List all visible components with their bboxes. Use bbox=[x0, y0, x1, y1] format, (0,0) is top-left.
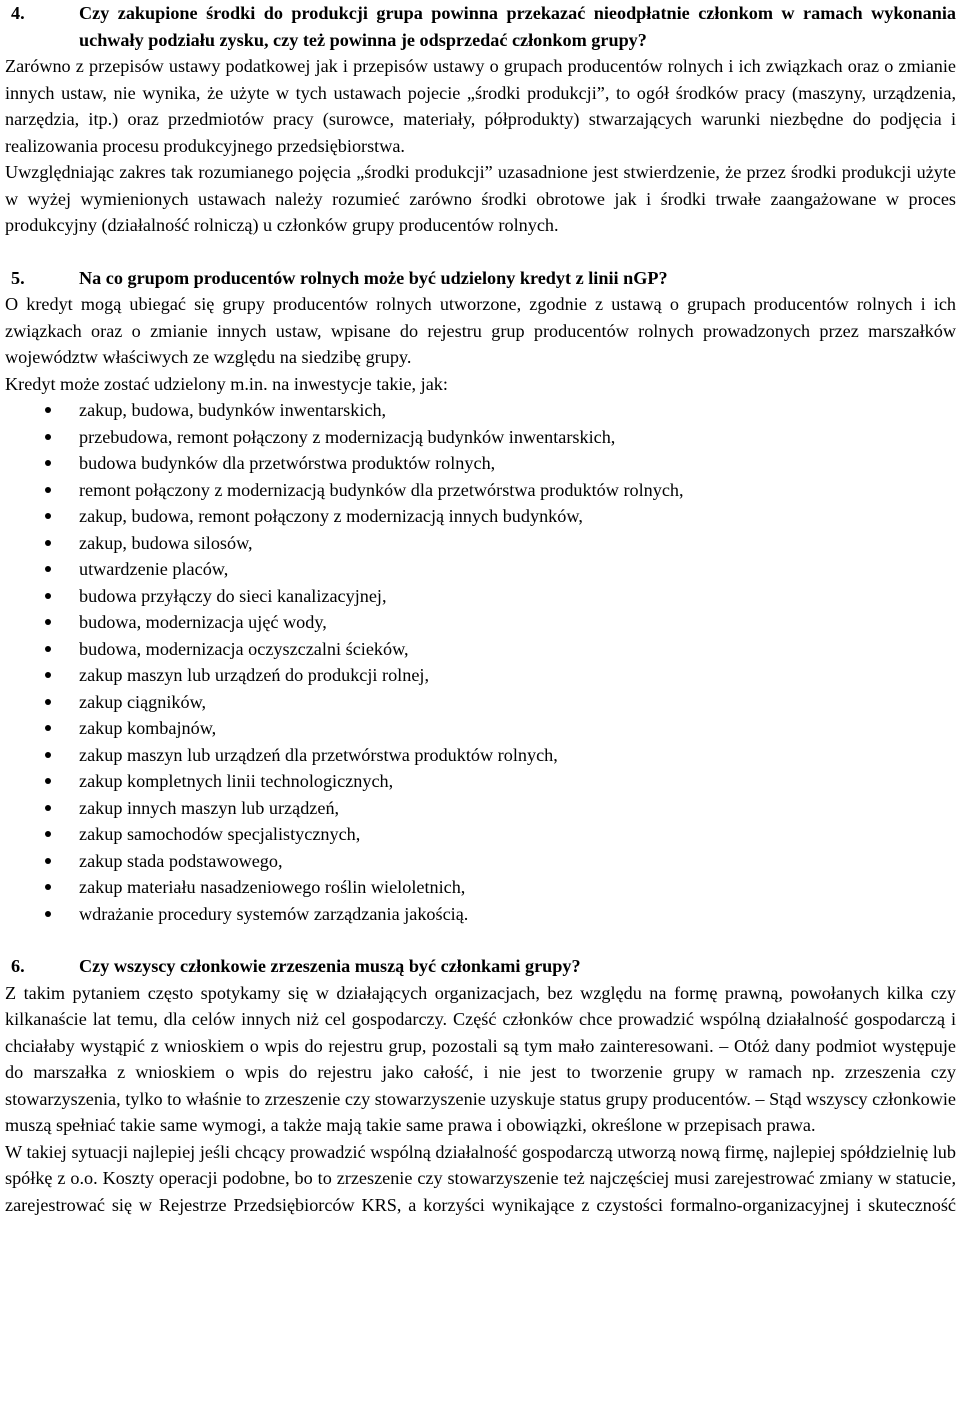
list-item bbox=[5, 397, 956, 424]
list-item bbox=[5, 609, 956, 636]
list-item-text: zakup kompletnych linii technologicznych, bbox=[79, 771, 394, 791]
list-item bbox=[5, 742, 956, 769]
bullet-icon bbox=[45, 487, 51, 493]
list-item-text: remont połączony z modernizacją budynków dla przetwórstwa produktów rolnych, bbox=[79, 479, 684, 500]
list-item-text: zakup stada podstawowego, bbox=[79, 850, 283, 871]
bullet-icon bbox=[45, 858, 51, 864]
bullet-icon bbox=[45, 646, 51, 652]
bullet-icon bbox=[45, 699, 51, 705]
list-item bbox=[5, 768, 956, 795]
list-item-text: zakup samochodów specjalistycznych, bbox=[79, 824, 361, 844]
list-item-text: zakup kombajnów, bbox=[79, 718, 217, 738]
bullet-icon bbox=[45, 805, 51, 811]
list-item bbox=[5, 715, 956, 742]
section-5-number: 5. bbox=[11, 267, 25, 288]
list-item bbox=[5, 530, 956, 557]
list-item bbox=[5, 874, 956, 901]
list-item-text: zakup, budowa, remont połączony z modernizacją innych budynków, bbox=[79, 506, 583, 526]
bullet-icon bbox=[45, 725, 51, 731]
section-4-heading-text: Czy zakupione środki do produkcji grupa powinna przekazać nieodpłatnie członkom w ramach wykonania uchwały podziału zysku, czy też powinna je odsprzedać członkom grupy? bbox=[79, 3, 956, 50]
bullet-icon bbox=[45, 778, 51, 784]
list-item-text: zakup maszyn lub urządzeń do produkcji rolnej, bbox=[79, 665, 429, 685]
bullet-icon bbox=[45, 407, 51, 413]
investment-list bbox=[5, 397, 956, 927]
list-item bbox=[5, 503, 956, 530]
list-item-text: zakup materiału nasadzeniowego roślin wieloletnich, bbox=[79, 877, 466, 897]
bullet-icon bbox=[45, 540, 51, 546]
list-item bbox=[5, 424, 956, 451]
list-item-text: budowa budynków dla przetwórstwa produktów rolnych, bbox=[79, 453, 496, 473]
bullet-icon bbox=[45, 513, 51, 519]
bullet-icon bbox=[45, 831, 51, 837]
bullet-icon bbox=[45, 884, 51, 890]
list-item bbox=[5, 662, 956, 689]
bullet-icon bbox=[45, 911, 51, 917]
section-5-heading bbox=[5, 265, 956, 292]
section-6-heading-text: Czy wszyscy członkowie zrzeszenia muszą być członkami grupy? bbox=[79, 956, 581, 976]
list-item-text: zakup maszyn lub urządzeń dla przetwórstwa produktów rolnych, bbox=[79, 744, 558, 765]
list-item-text: zakup, budowa silosów, bbox=[79, 532, 253, 553]
bullet-icon bbox=[45, 672, 51, 678]
section-5-paragraph-2: Kredyt może zostać udzielony m.in. na inwestycje takie, jak: bbox=[5, 373, 448, 394]
section-6-number: 6. bbox=[11, 956, 25, 976]
list-item bbox=[5, 689, 956, 716]
section-4-heading bbox=[5, 0, 956, 53]
section-4-number: 4. bbox=[11, 3, 25, 23]
list-item bbox=[5, 583, 956, 610]
list-item bbox=[5, 821, 956, 848]
bullet-icon bbox=[45, 460, 51, 466]
document-page bbox=[5, 0, 956, 1218]
list-item-text: zakup, budowa, budynków inwentarskich, bbox=[79, 400, 387, 420]
section-6-paragraph-1: Z takim pytaniem często spotykamy się w działających organizacjach, bez względu na formę prawną, powołanych kilka czy kilkanaście lat temu, dla celów innych niż cel gospodarczy. Część członków chce prowadzić wspólną działalność gospodarczą i chciałaby wystąpić z wnioskiem o wpis do rejestru grup, pozostali są tym mało zainteresowani. – Otóż dany podmiot występuje do marszałka z wnioskiem o wpis do rejestru jako całość, i nie jest to tworzenie grupy w ramach np. zrzeszenia czy stowarzyszenia, tylko to właśnie to zrzeszenie czy stowarzyszenie uzyskuje status grupy producentów. – Stąd wszyscy członkowie muszą spełniać takie same wymogi, a także mają takie same prawa i obowiązki, określone w przepisach prawa. bbox=[5, 982, 956, 1135]
list-item bbox=[5, 450, 956, 477]
list-item-text: zakup ciągników, bbox=[79, 691, 207, 712]
list-item-text: budowa, modernizacja oczyszczalni ścieków, bbox=[79, 638, 409, 659]
bullet-icon bbox=[45, 752, 51, 758]
section-4-paragraph-1: Zarówno z przepisów ustawy podatkowej jak i przepisów ustawy o grupach producentów rolnych i ich związkach oraz o zmianie innych ustaw, nie wynika, że użyte w tych ustawach pojecie „środki produkcji”, to ogół środków pracy (maszyny, urządzenia, narzędzia, itp.) oraz przedmiotów pracy (surowce, materiały, półprodukty) stwarzających warunki niezbędne do podjęcia i realizowania procesu produkcyjnego przedsiębiorstwa. bbox=[5, 56, 956, 156]
bullet-icon bbox=[45, 566, 51, 572]
list-item bbox=[5, 848, 956, 875]
list-item-text: utwardzenie placów, bbox=[79, 559, 229, 579]
list-item bbox=[5, 901, 956, 928]
section-6-heading bbox=[5, 953, 956, 980]
section-6-paragraph-2: W takiej sytuacji najlepiej jeśli chcący prowadzić wspólną działalność gospodarczą utworzą nową firmę, najlepiej spółdzielnię lub spółkę z o.o. Koszty operacji podobne, bo to zrzeszenie czy stowarzyszenie też najczęściej musi zarejestrować zmiany w statucie, zarejestrować się w Rejestrze Przedsiębiorców KRS, a korzyści wynikające z czystości formalno-organizacyjnej i skuteczność bbox=[5, 1141, 956, 1215]
list-item-text: budowa, modernizacja ujęć wody, bbox=[79, 612, 327, 632]
bullet-icon bbox=[45, 434, 51, 440]
section-4-paragraph-2: Uwzględniając zakres tak rozumianego pojęcia „środki produkcji” uzasadnione jest stwierdzenie, że przez środki produkcji użyte w wyżej wymienionych ustawach należy rozumieć zarówno środki obrotowe jak i środki trwałe zaangażowane w proces produkcyjny (działalność rolniczą) u członków grupy producentów rolnych. bbox=[5, 162, 956, 235]
list-item-text: zakup innych maszyn lub urządzeń, bbox=[79, 797, 340, 818]
list-item bbox=[5, 636, 956, 663]
list-item-text: wdrażanie procedury systemów zarządzania jakością. bbox=[79, 903, 469, 924]
list-item-text: przebudowa, remont połączony z modernizacją budynków inwentarskich, bbox=[79, 426, 616, 447]
section-5-paragraph-1: O kredyt mogą ubiegać się grupy producentów rolnych utworzone, zgodnie z ustawą o grupach producentów rolnych i ich związkach oraz o zmianie innych ustaw, wpisane do rejestru grup producentów rolnych prowadzonych przez marszałków województw właściwych ze względu na siedzibę grupy. bbox=[5, 294, 956, 367]
list-item-text: budowa przyłączy do sieci kanalizacyjnej, bbox=[79, 585, 387, 606]
list-item bbox=[5, 477, 956, 504]
bullet-icon bbox=[45, 593, 51, 599]
list-item bbox=[5, 795, 956, 822]
bullet-icon bbox=[45, 619, 51, 625]
list-item bbox=[5, 556, 956, 583]
section-5-heading-text: Na co grupom producentów rolnych może być udzielony kredyt z linii nGP? bbox=[79, 267, 668, 288]
